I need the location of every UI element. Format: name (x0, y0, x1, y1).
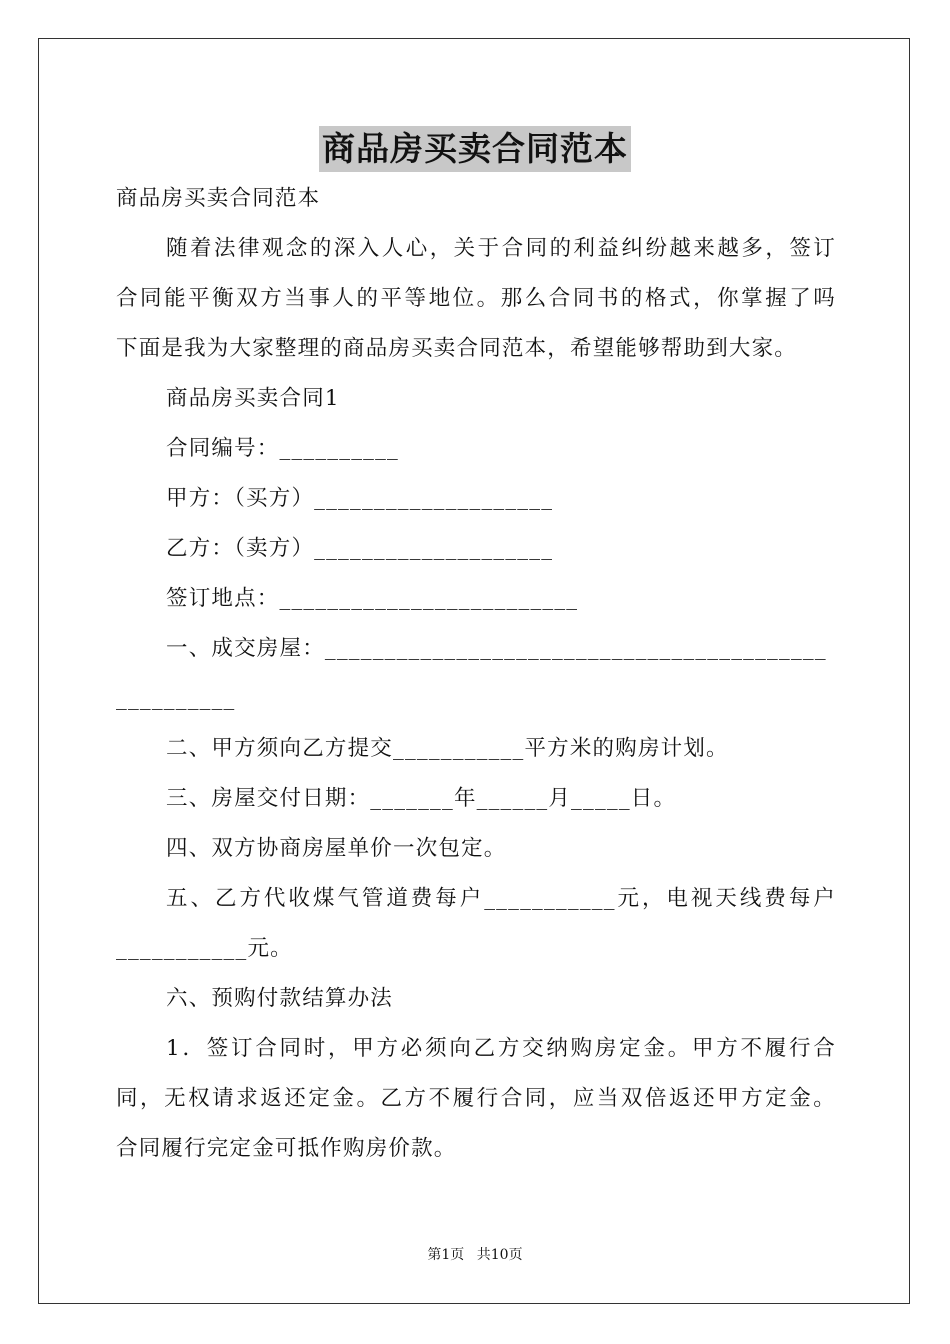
contract-number-field: 合同编号：__________ (166, 436, 400, 461)
page-border (38, 38, 910, 1304)
clause-6-1-line-3: 合同履行完定金可抵作购房价款。 (116, 1136, 457, 1161)
clause-4: 四、双方协商房屋单价一次包定。 (166, 836, 507, 861)
clause-6-1-line-2: 同，无权请求返还定金。乙方不履行合同，应当双倍返还甲方定金。 (116, 1086, 836, 1111)
intro-line-2: 合同能平衡双方当事人的平等地位。那么合同书的格式，你掌握了吗 (116, 286, 836, 311)
document-subtitle: 商品房买卖合同范本 (116, 186, 321, 211)
clause-6-1-line-1: 1．签订合同时，甲方必须向乙方交纳购房定金。甲方不履行合 (166, 1036, 836, 1061)
clause-1-line-1: 一、成交房屋：__________________________________________ (166, 636, 827, 661)
clause-5-line-1: 五、乙方代收煤气管道费每户___________元，电视天线费每户 (166, 886, 836, 911)
clause-2: 二、甲方须向乙方提交___________平方米的购房计划。 (166, 736, 729, 761)
party-a-field: 甲方：（买方）____________________ (166, 486, 554, 511)
intro-line-1: 随着法律观念的深入人心，关于合同的利益纠纷越来越多，签订 (166, 236, 836, 261)
sign-place-field: 签订地点：_________________________ (166, 586, 579, 611)
clause-5-line-2: ___________元。 (116, 936, 293, 961)
clause-6-heading: 六、预购付款结算办法 (166, 986, 394, 1011)
party-b-field: 乙方：（卖方）____________________ (166, 536, 554, 561)
contract-heading: 商品房买卖合同1 (166, 386, 340, 411)
document-title-wrap (0, 126, 950, 172)
intro-line-3: 下面是我为大家整理的商品房买卖合同范本，希望能够帮助到大家。 (116, 336, 798, 361)
document-title: 商品房买卖合同范本 (319, 126, 631, 172)
clause-3: 三、房屋交付日期：_______年______月_____日。 (166, 786, 677, 811)
page-footer (0, 1244, 950, 1264)
clause-1-line-2: __________ (116, 686, 236, 711)
page-total: 共10页 (476, 1247, 523, 1263)
page-number: 第1页 (427, 1247, 465, 1263)
